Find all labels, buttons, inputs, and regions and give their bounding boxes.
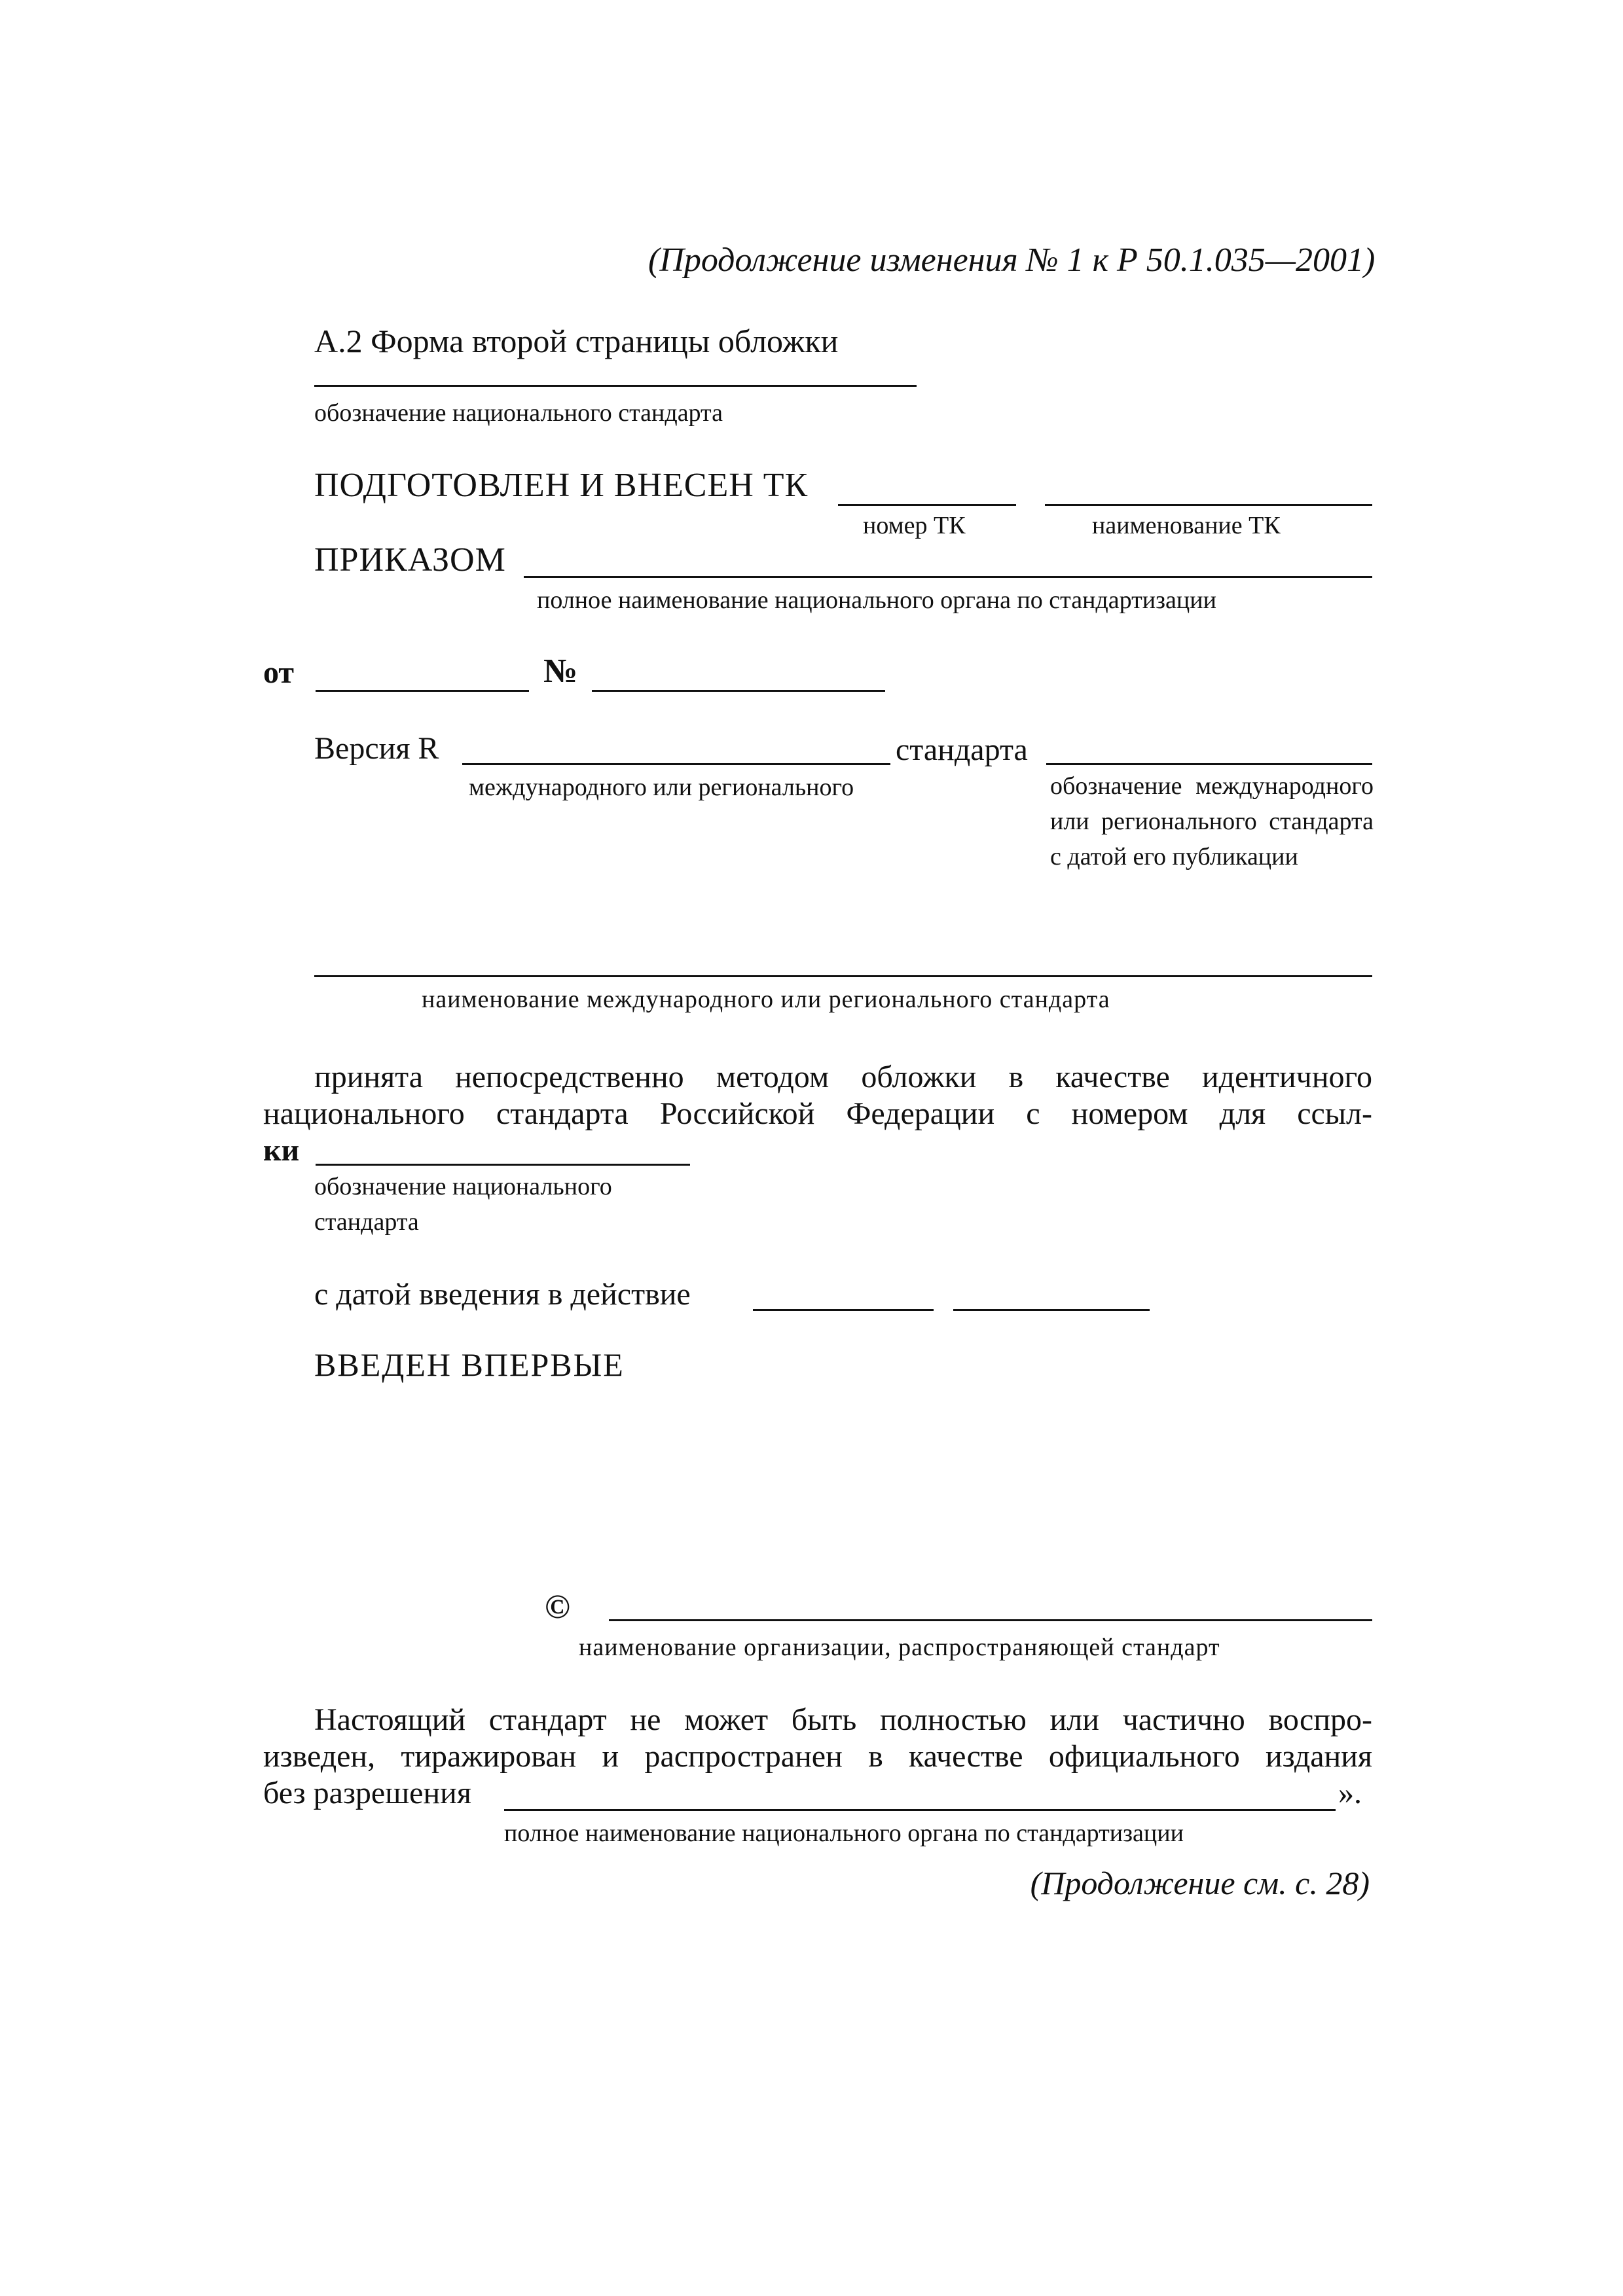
continued-footer: (Продолжение см. с. 28) [1030, 1865, 1370, 1901]
national-designation-blank[interactable] [314, 385, 917, 387]
reference-caption-line-1: обозначение национального [314, 1173, 612, 1200]
section-title: А.2 Форма второй страницы обложки [314, 323, 839, 359]
notice-line-1: Настоящий стандарт не может быть полностью или частично воспро- [314, 1702, 1372, 1737]
reference-caption-line-2: стандарта [314, 1208, 419, 1236]
copyright-organization-blank[interactable] [609, 1619, 1372, 1621]
effective-date-blank-1[interactable] [753, 1309, 934, 1311]
intl-standard-name-caption: наименование международного или регионального стандарта [422, 986, 1110, 1013]
version-designation-blank[interactable] [1046, 763, 1372, 765]
copyright-caption: наименование организации, распространяющей стандарт [579, 1634, 1220, 1661]
date-blank[interactable] [316, 690, 529, 692]
version-designation-caption: обозначение международного или регионального стандарта с датой его публикации [1050, 772, 1374, 870]
tk-number-blank[interactable] [838, 504, 1016, 506]
prepared-label: ПОДГОТОВЛЕН И ВНЕСЕН ТК [314, 467, 809, 504]
effective-date-label: с датой введения в действие [314, 1277, 691, 1312]
tk-name-caption: наименование ТК [1092, 512, 1281, 539]
copyright-symbol: © [545, 1588, 570, 1626]
notice-caption: полное наименование национального органа по стандартизации [504, 1820, 1184, 1847]
order-caption: полное наименование национального органа по стандартизации [537, 586, 1216, 614]
version-type-blank[interactable] [462, 763, 890, 765]
standard-label: стандарта [896, 732, 1028, 767]
intl-standard-name-blank[interactable] [314, 975, 1372, 977]
order-label: ПРИКАЗОМ [314, 541, 506, 579]
effective-date-blank-2[interactable] [953, 1309, 1150, 1311]
order-blank[interactable] [524, 576, 1372, 578]
notice-line-2: изведен, тиражирован и распространен в качестве официального издания [263, 1739, 1372, 1774]
number-sign: № [543, 653, 578, 690]
order-number-blank[interactable] [592, 690, 885, 692]
adopted-line-1: принята непосредственно методом обложки в качестве идентичного [314, 1060, 1372, 1094]
tk-number-caption: номер ТК [863, 512, 966, 539]
version-label: Версия R [314, 731, 439, 766]
national-designation-caption: обозначение национального стандарта [314, 399, 723, 427]
permission-authority-blank[interactable] [504, 1809, 1336, 1811]
notice-line-3: без разрешения [263, 1776, 471, 1810]
adopted-line-3: ки [263, 1133, 300, 1168]
from-label: от [263, 655, 294, 690]
reference-designation-blank[interactable] [316, 1164, 690, 1166]
continuation-header: (Продолжение изменения № 1 к Р 50.1.035—2001) [648, 242, 1376, 279]
first-introduced-label: ВВЕДЕН ВПЕРВЫЕ [314, 1346, 625, 1383]
tk-name-blank[interactable] [1045, 504, 1372, 506]
notice-line-3-end: ». [1338, 1776, 1362, 1810]
adopted-line-2: национального стандарта Российской Федерации с номером для ссыл- [263, 1096, 1372, 1131]
version-type-caption: международного или регионального [469, 774, 854, 801]
